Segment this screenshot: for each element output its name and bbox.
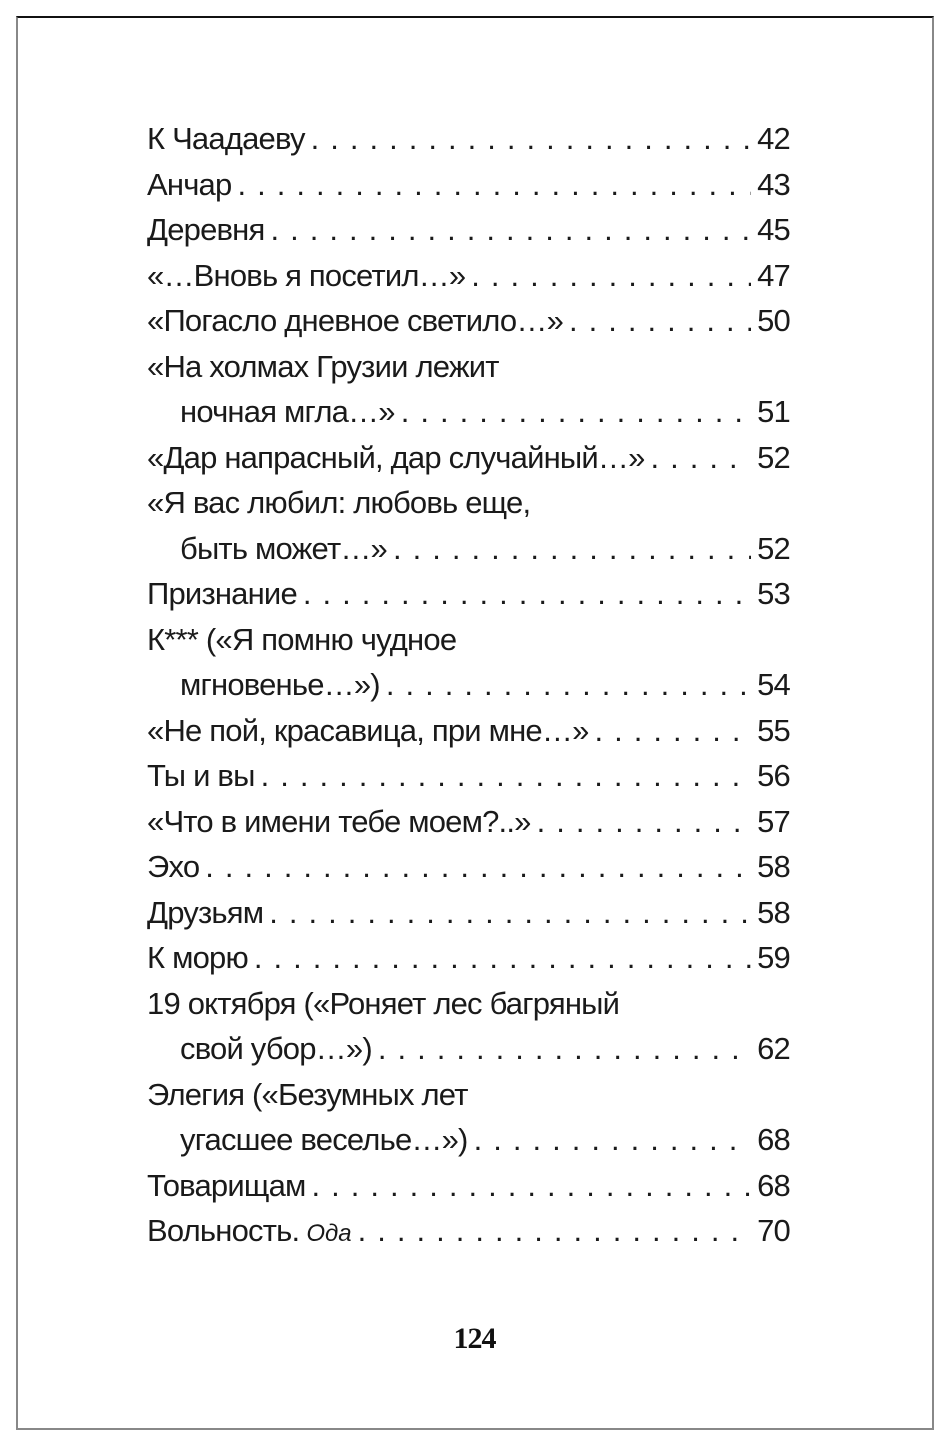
dot-leader: [595, 708, 752, 754]
toc-entry: [147, 162, 790, 208]
toc-entry-title: мгновенье…»): [180, 667, 380, 702]
toc-entry-title-line: [147, 935, 790, 981]
toc-entry: [147, 116, 790, 162]
dot-leader: [569, 298, 751, 344]
toc-entry-page-number: 42: [757, 121, 790, 156]
toc-entry-title-line: [147, 890, 790, 936]
page-number: 124: [453, 1322, 496, 1355]
dot-leader: [269, 890, 751, 936]
dot-leader: [254, 935, 751, 981]
dot-leader: [205, 844, 751, 890]
toc-entry-title-line: [147, 1208, 790, 1254]
toc-entry-page-number: 51: [757, 394, 790, 429]
dot-leader: [358, 1208, 752, 1254]
dot-leader: [471, 253, 751, 299]
toc-entry-title: Деревня: [147, 212, 265, 247]
dot-leader: [261, 753, 752, 799]
toc-entry-page-number: 70: [757, 1213, 790, 1248]
toc-entry-title-line: [147, 617, 790, 663]
toc-entry-title: Анчар: [147, 166, 232, 202]
toc-entry-page-number: 59: [757, 940, 790, 975]
toc-entry-title: «Погасло дневное светило…»: [147, 303, 564, 338]
toc-entry: [147, 571, 790, 617]
toc-entry: [147, 253, 790, 299]
toc-entry: [147, 935, 790, 981]
toc-entry-title: свой убор…»): [180, 1031, 372, 1066]
dot-leader: [474, 1117, 752, 1163]
toc-entry: [147, 844, 790, 890]
toc-entry: [147, 435, 790, 481]
toc-entry-title-line: [147, 753, 790, 799]
toc-entry: [147, 207, 790, 253]
toc-entry: [147, 1072, 790, 1163]
toc-entry: [147, 981, 790, 1072]
dot-leader: [651, 435, 752, 481]
toc-entry-page-number: 54: [757, 667, 790, 702]
toc-entry-title-line: [147, 799, 790, 845]
dot-leader: [237, 162, 751, 208]
toc-entry-title-line: [147, 162, 790, 208]
toc-entry: [147, 480, 790, 571]
toc-entry-page-number: 57: [757, 803, 790, 839]
toc-entry-continuation-line: [147, 1117, 790, 1163]
toc-entry: [147, 753, 790, 799]
toc-entry: [147, 890, 790, 936]
toc-entry-page-number: 47: [757, 257, 790, 293]
toc-entry-title-line: [147, 435, 790, 481]
toc-entry-title: 19 октября («Роняет лес багряный: [147, 985, 620, 1021]
toc-entry-page-number: 62: [757, 1031, 790, 1066]
toc-entry: [147, 1163, 790, 1209]
dot-leader: [311, 116, 751, 162]
toc-entry-title: ночная мгла…»: [180, 394, 395, 429]
toc-entry-title: «На холмах Грузии лежит: [147, 348, 499, 384]
toc-entry-title-line: [147, 708, 790, 754]
toc-entry-continuation-line: [147, 526, 790, 572]
table-of-contents: [147, 116, 790, 1254]
toc-entry-title-line: [147, 253, 790, 299]
dot-leader: [271, 207, 752, 253]
toc-entry-title: К морю: [147, 940, 248, 975]
toc-entry-title: Друзьям: [147, 894, 264, 930]
dot-leader: [312, 1163, 752, 1209]
toc-entry-title-line: [147, 116, 790, 162]
toc-entry-page-number: 53: [757, 576, 790, 611]
toc-entry-page-number: 43: [757, 166, 790, 202]
toc-entry-title: «…Вновь я посетил…»: [147, 257, 466, 293]
dot-leader: [386, 662, 751, 708]
toc-entry-title: «Что в имени тебе моем?..»: [147, 803, 531, 839]
toc-entry-page-number: 50: [757, 303, 790, 338]
toc-entry-title-line: [147, 1163, 790, 1209]
toc-entry-title: Товарищам: [147, 1167, 306, 1203]
toc-entry-title: Элегия («Безумных лет: [147, 1076, 468, 1112]
toc-entry-title-line: [147, 480, 790, 526]
toc-entry-page-number: 52: [757, 439, 790, 475]
toc-entry-title-line: [147, 344, 790, 390]
toc-entry-title: Признание: [147, 576, 297, 611]
dot-leader: [378, 1026, 751, 1072]
toc-entry-page-number: 56: [757, 758, 790, 793]
toc-entry-continuation-line: [147, 662, 790, 708]
toc-entry: [147, 344, 790, 435]
dot-leader: [393, 526, 751, 572]
toc-entry-title-line: [147, 1072, 790, 1118]
toc-entry-page-number: 58: [757, 849, 790, 884]
toc-entry-page-number: 55: [757, 712, 790, 748]
toc-entry-title: Эхо: [147, 849, 200, 884]
toc-entry-title: Ты и вы: [147, 758, 255, 793]
toc-entry: [147, 298, 790, 344]
toc-entry-title-line: [147, 981, 790, 1027]
toc-entry-page-number: 45: [757, 212, 790, 247]
toc-entry-subtitle: Ода: [306, 1220, 352, 1247]
toc-entry: [147, 617, 790, 708]
toc-entry: [147, 1208, 790, 1254]
toc-entry-title: Вольность.: [147, 1213, 300, 1248]
toc-entry-title: «Дар напрасный, дар случайный…»: [147, 439, 645, 475]
toc-entry-title-line: [147, 207, 790, 253]
toc-entry-title-line: [147, 844, 790, 890]
toc-entry-page-number: 68: [757, 1167, 790, 1203]
toc-entry-title-line: [147, 571, 790, 617]
toc-entry-title: быть может…»: [180, 530, 387, 566]
toc-entry: [147, 799, 790, 845]
toc-entry-page-number: 52: [757, 530, 790, 566]
toc-entry-continuation-line: [147, 389, 790, 435]
toc-entry-continuation-line: [147, 1026, 790, 1072]
dot-leader: [401, 389, 751, 435]
toc-entry-title: угасшее веселье…»): [180, 1122, 468, 1157]
dot-leader: [303, 571, 751, 617]
toc-entry-title: «Я вас любил: любовь еще,: [147, 485, 531, 520]
toc-entry-title: К Чаадаеву: [147, 121, 305, 156]
toc-entry: [147, 708, 790, 754]
toc-entry-title: К*** («Я помню чудное: [147, 621, 457, 657]
toc-entry-page-number: 58: [757, 894, 790, 930]
toc-entry-page-number: 68: [757, 1122, 790, 1157]
toc-entry-title: «Не пой, красавица, при мне…»: [147, 712, 589, 748]
dot-leader: [537, 799, 751, 845]
toc-entry-title-line: [147, 298, 790, 344]
